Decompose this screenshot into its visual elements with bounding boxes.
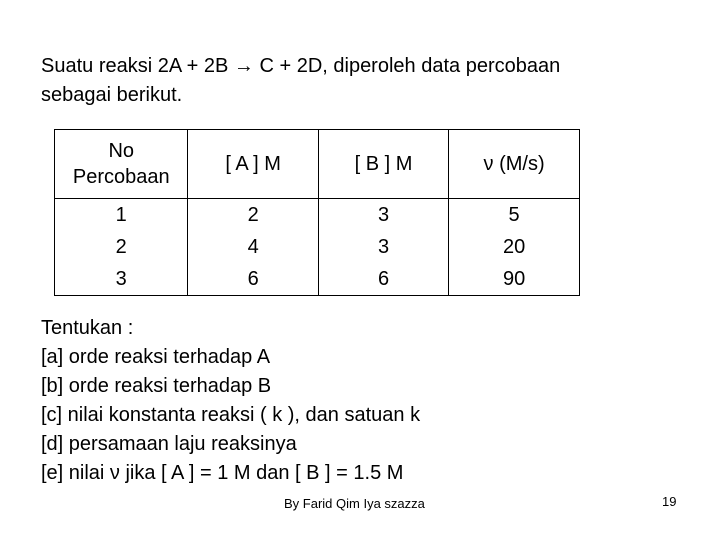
header-conc-b: [ B ] M	[318, 130, 448, 199]
cell-conc-b: 3	[318, 231, 448, 263]
cell-no: 2	[55, 231, 188, 263]
task-item-d: [d] persamaan laju reaksinya	[41, 433, 297, 455]
page-number: 19	[662, 494, 677, 509]
cell-no: 3	[55, 263, 188, 296]
cell-conc-b: 6	[318, 263, 448, 296]
table-row	[55, 199, 580, 232]
task-item-a: [a] orde reaksi terhadap A	[41, 346, 271, 368]
task-list	[41, 314, 420, 488]
header-no-percobaan	[55, 130, 188, 199]
cell-conc-a: 6	[188, 263, 318, 296]
task-item-b: [b] orde reaksi terhadap B	[41, 375, 272, 397]
header-rate: ν (M/s)	[449, 130, 580, 199]
problem-line-2: sebagai berikut.	[41, 84, 183, 106]
cell-conc-a: 4	[188, 231, 318, 263]
table-header-row	[55, 130, 580, 199]
header-conc-a: [ A ] M	[188, 130, 318, 199]
task-heading: Tentukan :	[41, 317, 134, 339]
cell-rate: 20	[449, 231, 580, 263]
cell-no: 1	[55, 199, 188, 232]
header-no-line2: Percobaan	[72, 166, 170, 188]
header-no-line1: No	[108, 140, 135, 162]
problem-line-1: Suatu reaksi 2A + 2B → C + 2D, diperoleh data percobaan	[41, 55, 561, 77]
table-row	[55, 231, 580, 263]
task-item-e: [e] nilai ν jika [ A ] = 1 M dan [ B ] = 1.5 M	[41, 462, 404, 484]
problem-statement	[41, 52, 701, 110]
cell-rate: 90	[449, 263, 580, 296]
cell-conc-b: 3	[318, 199, 448, 232]
cell-conc-a: 2	[188, 199, 318, 232]
cell-rate: 5	[449, 199, 580, 232]
task-item-c: [c] nilai konstanta reaksi ( k ), dan satuan k	[41, 404, 421, 426]
experiment-table	[54, 129, 580, 296]
table-row	[55, 263, 580, 296]
footer-author: By Farid Qim Iya szazza	[284, 496, 425, 511]
